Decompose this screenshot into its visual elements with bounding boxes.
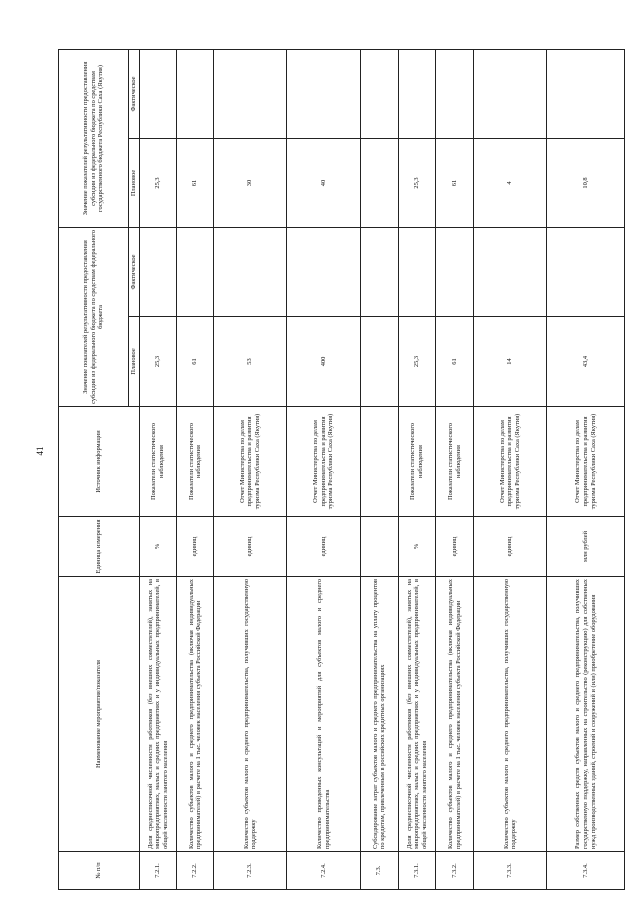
header-federal: Значение показателей результативности предоставления субсидии из федерального бюджета по средствам федерального бюджета: [59, 228, 129, 407]
page-number: 41: [35, 446, 45, 456]
row-rep-fact: [436, 50, 474, 139]
table-row: [547, 50, 625, 890]
row-name: Количество проведенных консультаций и мероприятий для субъектов малого и среднего предпринимательства: [287, 577, 360, 852]
row-fed-fact: [360, 228, 398, 317]
row-name: Количество субъектов малого и среднего предпринимательства, получивших государственную поддержку: [474, 577, 547, 852]
row-fed-fact: [139, 228, 177, 317]
header-fed-fact: Фактическое: [129, 228, 140, 317]
row-fed-fact: [547, 228, 625, 317]
row-rep-plan: 25,3: [139, 139, 177, 228]
row-rep-plan: 10,8: [547, 139, 625, 228]
row-unit: %: [398, 517, 436, 577]
row-fed-plan: 61: [436, 317, 474, 407]
row-fed-fact: [213, 228, 286, 317]
row-name: Субсидирование затрат субъектов малого и среднего предпринимательства на уплату процентов по кредитам, привлеченным в российских кредитных организациях: [360, 577, 398, 852]
row-source: Показатели статистического наблюдения: [177, 407, 214, 517]
row-name: Количество субъектов малого и среднего предпринимательства (включая индивидуальных предпринимателей) в расчете на 1 тыс. человек населения субъекта Российской Федерации: [177, 577, 214, 852]
row-source: [360, 407, 398, 517]
row-rep-fact: [474, 50, 547, 139]
row-name: Доля среднесписочной численности работников (без внешних совместителей), занятых на микропредприятиях, малых и средних предприятиях и у индивидуальных предпринимателей, в общей численности занятого населения: [398, 577, 436, 852]
header-republic: Значение показателей результативности предоставления субсидии из федерального бюджета по средствам государственного бюджета Республики Саха (Якутия): [59, 50, 129, 228]
row-rep-plan: 4: [474, 139, 547, 228]
header-source: Источник информации: [59, 407, 140, 517]
table-row: [213, 50, 286, 890]
row-num: 7.2.2.: [177, 852, 214, 890]
table-row: [398, 50, 436, 890]
row-fed-plan: 53: [213, 317, 286, 407]
row-source: Показатели статистического наблюдения: [398, 407, 436, 517]
row-unit: %: [139, 517, 177, 577]
row-fed-plan: 400: [287, 317, 360, 407]
row-unit: [360, 517, 398, 577]
row-rep-plan: 25,3: [398, 139, 436, 228]
row-rep-fact: [547, 50, 625, 139]
row-source: Отчет Министерства по делам предпринимательства и развития туризма Республики Саха (Якутия): [287, 407, 360, 517]
row-num: 7.2.1.: [139, 852, 177, 890]
row-fed-plan: 61: [177, 317, 214, 407]
row-fed-plan: 43,4: [547, 317, 625, 407]
row-rep-plan: 61: [436, 139, 474, 228]
indicator-table: [58, 49, 625, 890]
row-unit: млн рублей: [547, 517, 625, 577]
row-num: 7.3.3.: [474, 852, 547, 890]
row-rep-plan: 30: [213, 139, 286, 228]
table-row: [436, 50, 474, 890]
row-rep-fact: [213, 50, 286, 139]
row-rep-plan: [360, 139, 398, 228]
row-source: Отчет Министерства по делам предпринимательства и развития туризма Республики Саха (Якутия): [547, 407, 625, 517]
row-num: 7.3.4.: [547, 852, 625, 890]
row-num: 7.3.1.: [398, 852, 436, 890]
row-rep-fact: [287, 50, 360, 139]
row-source: Отчет Министерства по делам предпринимательства и развития туризма Республики Саха (Якутия): [474, 407, 547, 517]
table-row: [177, 50, 214, 890]
row-source: Показатели статистического наблюдения: [436, 407, 474, 517]
row-fed-fact: [287, 228, 360, 317]
row-unit: единиц: [213, 517, 286, 577]
row-name: Количество субъектов малого и среднего предпринимательства, получивших государственную поддержку: [213, 577, 286, 852]
table-row: [360, 50, 398, 890]
row-fed-plan: 25,3: [139, 317, 177, 407]
row-name: Доля среднесписочной численности работников (без внешних совместителей), занятых на микропредприятиях, малых и средних предприятиях и у индивидуальных предпринимателей, в общей численности занятого населения: [139, 577, 177, 852]
row-fed-fact: [474, 228, 547, 317]
row-fed-fact: [436, 228, 474, 317]
row-fed-fact: [398, 228, 436, 317]
row-rep-fact: [139, 50, 177, 139]
row-fed-plan: 25,3: [398, 317, 436, 407]
row-fed-plan: 14: [474, 317, 547, 407]
row-unit: единиц: [474, 517, 547, 577]
header-num: № п/п: [59, 852, 140, 890]
row-fed-fact: [177, 228, 214, 317]
row-rep-plan: 40: [287, 139, 360, 228]
header-rep-fact: Фактическое: [129, 50, 140, 139]
row-num: 7.3.2.: [436, 852, 474, 890]
header-unit: Единица измерения: [59, 517, 140, 577]
row-rep-plan: 61: [177, 139, 214, 228]
row-name: Количество субъектов малого и среднего предпринимательства (включая индивидуальных предпринимателей) в расчете на 1 тыс. человек населения субъекта Российской Федерации: [436, 577, 474, 852]
row-rep-fact: [360, 50, 398, 139]
indicator-table-wrapper: [58, 50, 625, 890]
row-num: 7.3.: [360, 852, 398, 890]
header-name: Наименование мероприятия/показателя: [59, 577, 140, 852]
table-row: [287, 50, 360, 890]
row-num: 7.2.4.: [287, 852, 360, 890]
table-row: [474, 50, 547, 890]
row-source: Показатели статистического наблюдения: [139, 407, 177, 517]
header-rep-plan: Плановое: [129, 139, 140, 228]
row-unit: единиц: [436, 517, 474, 577]
row-source: Отчет Министерства по делам предпринимательства и развития туризма Республики Саха (Якутия): [213, 407, 286, 517]
header-fed-plan: Плановое: [129, 317, 140, 407]
row-unit: единиц: [287, 517, 360, 577]
row-unit: единиц: [177, 517, 214, 577]
row-num: 7.2.3.: [213, 852, 286, 890]
row-name: Размер собственных средств субъектов малого и среднего предпринимательства, получивших государственную поддержку, направленных на строительство (реконструкцию) для собственных нужд производственных зданий, строений и сооружений и (или) приобретение оборудования: [547, 577, 625, 852]
row-rep-fact: [177, 50, 214, 139]
row-rep-fact: [398, 50, 436, 139]
table-row: [139, 50, 177, 890]
row-fed-plan: [360, 317, 398, 407]
